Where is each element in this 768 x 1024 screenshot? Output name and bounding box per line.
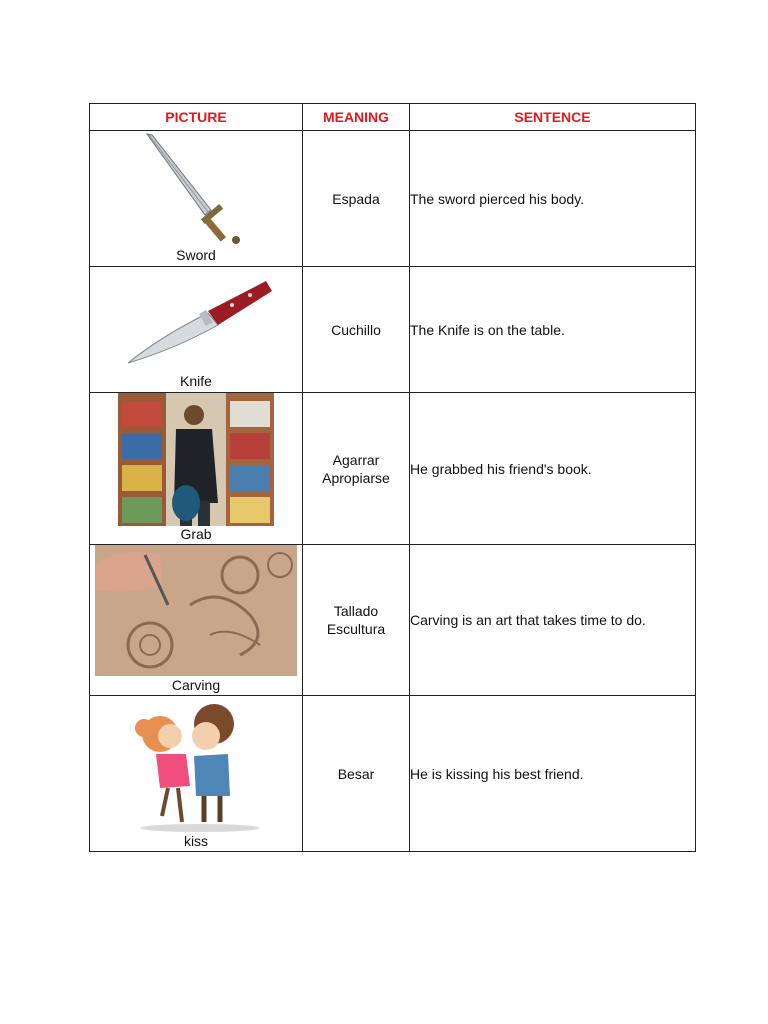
sentence-cell: The Knife is on the table. xyxy=(410,267,696,393)
picture-label: Sword xyxy=(176,247,216,263)
picture-cell xyxy=(90,131,303,267)
table-row xyxy=(90,267,696,393)
meaning-text: Agarrar xyxy=(332,451,380,468)
meaning-cell xyxy=(303,393,410,545)
meaning-text: Tallado xyxy=(333,603,379,619)
meaning-cell xyxy=(303,267,410,393)
picture-label: kiss xyxy=(183,833,209,849)
table-row xyxy=(90,131,696,267)
meaning-text: Apropiarse xyxy=(322,469,390,486)
picture-label: Grab xyxy=(180,526,212,542)
library-photo xyxy=(90,393,303,526)
meaning-cell xyxy=(303,545,410,696)
vocabulary-table xyxy=(89,103,696,852)
meaning-text: Espada xyxy=(332,190,380,207)
knife-icon xyxy=(90,267,303,372)
sword-icon xyxy=(90,131,303,249)
picture-cell xyxy=(90,696,303,852)
picture-cell xyxy=(90,267,303,393)
header-picture: PICTURE xyxy=(90,104,303,131)
sentence-cell: He is kissing his best friend. xyxy=(410,696,696,852)
kissing-couple-illustration xyxy=(90,696,303,834)
sentence-cell: He grabbed his friend's book. xyxy=(410,393,696,545)
picture-cell xyxy=(90,393,303,545)
meaning-cell xyxy=(303,696,410,852)
sentence-cell: The sword pierced his body. xyxy=(410,131,696,267)
sentence-cell: Carving is an art that takes time to do. xyxy=(410,545,696,696)
table-row xyxy=(90,696,696,852)
header-row xyxy=(90,104,696,131)
meaning-text: Escultura xyxy=(326,621,386,637)
meaning-text: Cuchillo xyxy=(331,321,381,338)
header-meaning: MEANING xyxy=(303,104,410,131)
picture-label: Carving xyxy=(171,677,221,693)
meaning-cell xyxy=(303,131,410,267)
wood-carving-photo xyxy=(90,545,303,676)
header-sentence: SENTENCE xyxy=(410,104,696,131)
picture-cell xyxy=(90,545,303,696)
table-row xyxy=(90,545,696,696)
picture-label: Knife xyxy=(180,373,212,389)
table-row xyxy=(90,393,696,545)
meaning-text: Besar xyxy=(337,765,375,782)
